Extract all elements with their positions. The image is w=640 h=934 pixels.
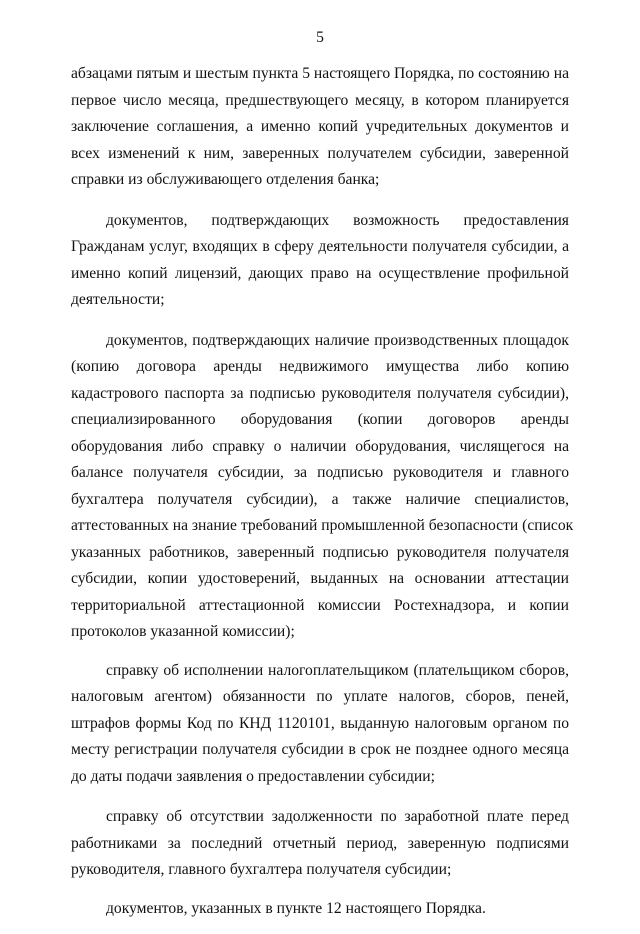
text-line: документов, подтверждающих возможность предоставления <box>106 211 569 229</box>
text-line: налоговым агентом) обязанности по уплате налогов, сборов, пеней, <box>71 688 569 705</box>
text-line: документов, указанных в пункте 12 настоящего Порядка. <box>106 899 486 917</box>
text-line: справку об отсутствии задолженности по заработной плате перед <box>106 808 569 825</box>
text-line: кадастрового паспорта за подписью руководителя получателя субсидии), <box>71 384 569 402</box>
text-line: территориальной аттестационной комиссии Ростехнадзора, и копии <box>71 596 569 614</box>
text-line: абзацами пятым и шестым пункта 5 настоящего Порядка, по состоянию на <box>71 65 569 82</box>
paragraph-5 <box>71 804 569 884</box>
text-line: работниками за последний отчетный период, заверенную подписями <box>71 834 569 852</box>
paragraph-1 <box>71 61 569 194</box>
text-line: до даты подачи заявления о предоставлении субсидии; <box>71 767 435 785</box>
text-line: бухгалтера получателя субсидии), а также наличие специалистов, <box>71 490 569 508</box>
text-line: аттестованных на знание требований промышленной безопасности (список <box>71 517 574 534</box>
text-line: штрафов формы Код по КНД 1120101, выданную налоговым органом по <box>71 714 569 732</box>
text-line: руководителя, главного бухгалтера получателя субсидии; <box>71 861 452 878</box>
text-line: документов, подтверждающих наличие производственных площадок <box>106 331 569 349</box>
paragraph-3 <box>71 328 574 646</box>
text-line: первое число месяца, предшествующего месяцу, в котором планируется <box>71 91 569 109</box>
paragraph-6 <box>71 896 569 923</box>
text-line: деятельности; <box>71 291 165 308</box>
page-number: 5 <box>316 29 324 46</box>
text-line: справки из обслуживающего отделения банка; <box>71 171 380 188</box>
text-line: указанных работников, заверенный подписью руководителя получателя <box>71 543 569 561</box>
paragraph-4 <box>71 658 569 791</box>
text-line: справку об исполнении налогоплательщиком (плательщиком сборов, <box>106 661 569 679</box>
text-line: специализированного оборудования (копии договоров аренды <box>71 411 569 428</box>
text-line: Гражданам услуг, входящих в сферу деятельности получателя субсидии, а <box>71 238 569 255</box>
paragraph-2 <box>71 208 569 314</box>
text-line: именно копий лицензий, дающих право на осуществление профильной <box>71 264 569 282</box>
text-line: (копию договора аренды недвижимого имущества либо копию <box>71 358 569 375</box>
text-line: балансе получателя субсидии, за подписью руководителя и главного <box>71 464 569 481</box>
text-line: заключение соглашения, а именно копий учредительных документов и <box>71 118 569 135</box>
text-line: месту регистрации получателя субсидии в срок не позднее одного месяца <box>71 741 569 758</box>
text-line: всех изменений к ним, заверенных получателем субсидии, заверенной <box>71 144 569 162</box>
text-line: протоколов указанной комиссии); <box>71 623 295 640</box>
text-line: субсидии, копии удостоверений, выданных на основании аттестации <box>71 570 569 587</box>
document-body <box>71 61 574 934</box>
text-line: оборудования либо справку о наличии оборудования, числящегося на <box>71 437 569 455</box>
